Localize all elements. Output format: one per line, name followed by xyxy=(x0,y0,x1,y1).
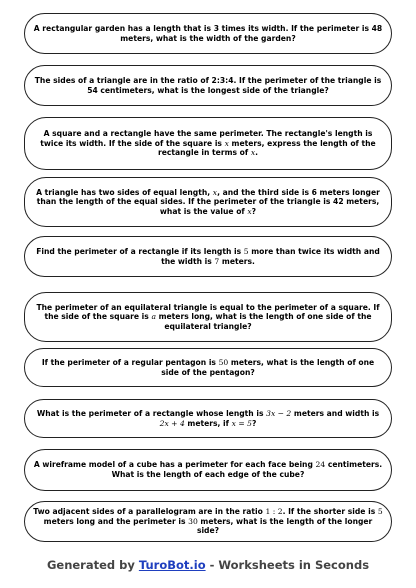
question-text-segment: A triangle has two sides of equal length, xyxy=(36,187,213,197)
question-text-6 xyxy=(33,303,383,332)
math-variable: x xyxy=(212,187,218,197)
question-text-10 xyxy=(33,507,383,536)
question-text-segment: meters and width is xyxy=(291,408,380,418)
question-card-7 xyxy=(24,348,392,387)
question-text-segment: , and the third side is 6 meters longer than the length of the equal sides. If the perimeter of the triangle is 42 meters, what is the value of xyxy=(36,187,380,216)
question-text-segment: . xyxy=(255,148,258,158)
question-text-segment: The sides of a triangle are in the ratio of 2:3:4. If the perimeter of the triangle is 54 centimeters, what is the longest side of the triangle? xyxy=(34,75,382,95)
question-text-4 xyxy=(33,188,383,217)
question-text-segment: meters long, what is the length of one side of the equilateral triangle? xyxy=(155,312,372,331)
question-text-segment: A rectangular garden has a length that is 3 times its width. If the perimeter is 48 meters, what is the width of the garden? xyxy=(33,23,383,43)
question-text-segment: meters, what is the length of the longer side? xyxy=(196,516,373,536)
question-text-segment: The perimeter of an equilateral triangle is equal to the perimeter of a square. If the side of the square is xyxy=(36,302,380,322)
math-expression: x = 5 xyxy=(231,418,252,428)
footer-prefix: Generated by xyxy=(46,558,139,572)
question-text-segment: What is the perimeter of a rectangle whose length is xyxy=(36,408,267,418)
math-variable: x xyxy=(250,148,256,158)
math-number: 24 xyxy=(315,460,326,470)
question-text-9 xyxy=(33,460,383,479)
math-number: 7 xyxy=(214,256,220,266)
math-number: 30 xyxy=(188,516,198,526)
question-card-6 xyxy=(24,292,392,342)
question-text-segment: Two adjacent sides of a parallelogram are in the ratio xyxy=(33,507,266,517)
question-text-segment: A square and a rectangle have the same perimeter. The rectangle's length is twice its width. If the side of the square is xyxy=(40,129,373,148)
question-text-segment: A wireframe model of a cube has a perimeter for each face being xyxy=(33,460,316,470)
question-text-segment: meters, express the length of the rectangle in terms of xyxy=(158,138,376,158)
math-expression: 2x + 4 xyxy=(159,418,185,428)
math-number: 1 : 2 xyxy=(265,507,283,517)
question-text-segment: meters long and the perimeter is xyxy=(43,516,189,526)
math-number: 5 xyxy=(243,246,249,256)
question-card-8 xyxy=(24,399,392,438)
question-text-5 xyxy=(33,247,383,266)
question-text-segment: meters, what is the length of one side of the pentagon? xyxy=(161,357,375,377)
question-card-10 xyxy=(24,501,392,542)
question-text-segment: ? xyxy=(251,418,257,428)
math-variable: x xyxy=(247,206,252,216)
question-text-segment: centimeters. What is the length of each edge of the cube? xyxy=(111,460,383,479)
math-expression: 3x − 2 xyxy=(266,408,292,418)
question-text-segment: If the perimeter of a regular pentagon is xyxy=(41,357,219,367)
question-text-2 xyxy=(33,76,383,95)
turobot-link[interactable]: TuroBot.io xyxy=(138,558,206,572)
math-variable: a xyxy=(151,312,156,322)
question-card-1 xyxy=(24,13,392,54)
footer-suffix: - Worksheets in Seconds xyxy=(205,558,370,572)
question-card-9 xyxy=(24,449,392,491)
question-text-segment: more than twice its width and the width is xyxy=(161,246,380,266)
math-variable: x xyxy=(224,138,229,148)
question-text-3 xyxy=(33,129,383,158)
question-text-segment: meters. xyxy=(219,256,255,266)
question-text-7 xyxy=(33,358,383,377)
question-card-3 xyxy=(24,117,392,170)
question-text-1 xyxy=(33,24,383,43)
math-number: 5 xyxy=(377,507,383,517)
question-text-segment: ? xyxy=(251,206,257,216)
question-text-segment: meters, if xyxy=(184,418,232,428)
question-text-segment: Find the perimeter of a rectangle if its length is xyxy=(36,246,244,256)
math-number: 50 xyxy=(218,357,229,367)
question-text-8 xyxy=(33,409,383,428)
question-card-5 xyxy=(24,236,392,277)
question-card-2 xyxy=(24,65,392,106)
question-text-segment: . If the shorter side is xyxy=(282,507,378,517)
footer xyxy=(0,558,416,572)
question-card-4 xyxy=(24,177,392,227)
